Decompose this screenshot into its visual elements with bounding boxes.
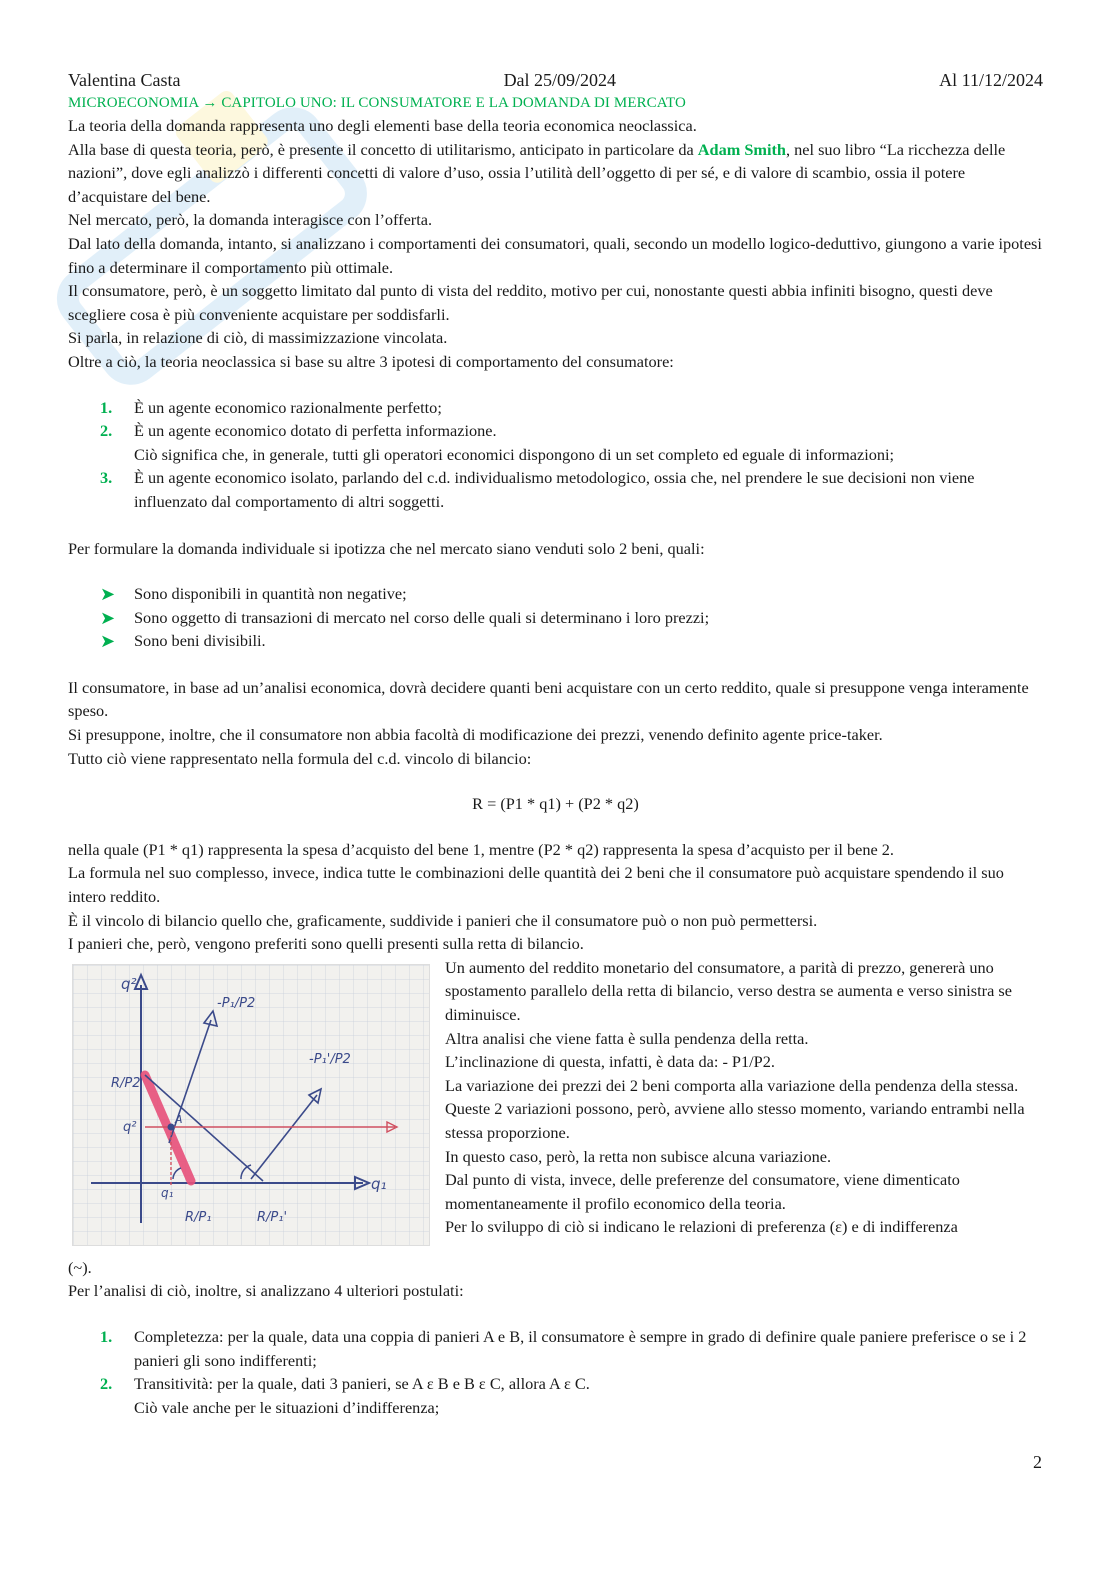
label-r-p1: R/P₁ [185, 1209, 212, 1225]
x-axis-label: q₁ [371, 1174, 387, 1193]
optimal-point [168, 1123, 175, 1130]
budget-paragraph: È il vincolo di bilancio quello che, graficamente, suddivide i panieri che il consumatore può o non può permettersi. [68, 910, 818, 930]
page-header [68, 68, 1043, 92]
budget-paragraph: Tutto ciò viene rappresentato nella formula del c.d. vincolo di bilancio: [68, 748, 532, 768]
date-from: Dal 25/09/2024 [503, 70, 617, 90]
intro-paragraph: Si parla, in relazione di ciò, di massimizzazione vincolata. [68, 328, 448, 348]
label-q1: q₁ [161, 1185, 174, 1200]
intro-paragraph: Nel mercato, però, la domanda interagisce con l’offerta. [68, 210, 433, 230]
postulates-list [68, 1325, 1043, 1419]
chapter-heading [68, 92, 1043, 114]
label-r-p1-prime: R/P₁' [257, 1209, 288, 1225]
budget-paragraph: I panieri che, però, vengono preferiti sono quelli presenti sulla retta di bilancio. [68, 934, 584, 954]
list-item: 2. È un agente economico dotato di perfetta informazione. Ciò significa che, in generale, tutti gli operatori economici dispongono di un set completo ed eguale di informazioni; [100, 421, 895, 464]
list-item: ➤ Sono oggetto di transazioni di mercato nel corso delle quali si determinano i loro prezzi; [68, 606, 1043, 630]
graph-commentary: Un aumento del reddito monetario del consumatore, a parità di prezzo, genererà uno spostamento parallelo della retta di bilancio, verso destra se aumenta e verso sinistra se diminuisce. Altra analisi che viene fatta è sulla pendenza della retta. L’inclinazione di questa, infatti, è data da: - P1/P2. La variazione dei prezzi dei 2 beni comporta alla variazione della pendenza della stessa. Queste 2 variazioni possono, però, avviene allo stesso momento, variando entrambi nella stessa proporzione. In questo caso, però, la retta non subisce alcuna variazione. Dal punto di vista, invece, delle preferenze del consumatore, viene dimenticato momentaneamente il profilo economico della teoria. Per lo sviluppo di ciò si indicano le relazioni di preferenza (ε) e di indifferenza [445, 957, 1025, 1237]
chevron-bullet-icon: ➤ [100, 584, 116, 605]
label-point-a: A [175, 1112, 183, 1126]
list-item: 3. È un agente economico isolato, parlando del c.d. individualismo metodologico, ossia che, nel prendere le sue decisioni non viene influenzato dal comportamento di altri soggetti. [100, 468, 975, 511]
chapter-subject: MICROECONOMIA [68, 95, 199, 111]
list-item: 1. Completezza: per la quale, data una coppia di panieri A e B, il consumatore è sempre in grado di definire quale paniere preferisce o se i 2 panieri gli sono indifferenti; [100, 1327, 1027, 1370]
budget-formula: R = (P1 * q1) + (P2 * q2) [472, 794, 639, 814]
hypotheses-list [68, 396, 1043, 514]
label-slope-1: -P₁/P2 [217, 995, 256, 1011]
chevron-bullet-icon: ➤ [100, 631, 116, 652]
chapter-title: CAPITOLO UNO: IL CONSUMATORE E LA DOMANDA DI MERCATO [221, 95, 686, 111]
budget-paragraph: Si presuppone, inoltre, che il consumatore non abbia facoltà di modificazione dei prezzi, venendo definito agente price-taker. [68, 725, 883, 745]
label-slope-2: -P₁'/P2 [309, 1051, 351, 1067]
postulates-intro: Per l’analisi di ciò, inoltre, si analizzano 4 ulteriori postulati: [68, 1281, 464, 1301]
list-item: ➤ Sono disponibili in quantità non negative; [68, 582, 1043, 606]
intro-paragraph: Dal lato della domanda, intanto, si analizzano i comportamenti dei consumatori, quali, secondo un modello logico-deduttivo, giungono a varie ipotesi fino a determinare il comportamento più ottimale. [68, 233, 1042, 277]
label-q2: q² [123, 1119, 137, 1135]
budget-paragraph: La formula nel suo complesso, invece, indica tutte le combinazioni delle quantità dei 2 beni che il consumatore può acquistare spendendo il suo intero reddito. [68, 863, 1004, 907]
goods-intro: Per formulare la domanda individuale si ipotizza che nel mercato siano venduti solo 2 beni, quali: [68, 538, 705, 558]
intro-paragraph: Oltre a ciò, la teoria neoclassica si base su altre 3 ipotesi di comportamento del consumatore: [68, 351, 674, 371]
highlighted-name: Adam Smith [697, 139, 786, 159]
budget-paragraph: Il consumatore, in base ad un’analisi economica, dovrà decidere quanti beni acquistare con un certo reddito, quale si presuppone venga interamente speso. [68, 677, 1029, 721]
author-name: Valentina Casta [68, 70, 181, 90]
intro-paragraph: Il consumatore, però, è un soggetto limitato dal punto di vista del reddito, motivo per cui, nonostante questi abbia infiniti bisogno, questi deve scegliere cosa è più conveniente acquistare per soddisfarli. [68, 281, 993, 324]
intro-paragraph: La teoria della domanda rappresenta uno degli elementi base della teoria economica neoclassica. [68, 116, 697, 135]
y-axis-label: q² [121, 974, 137, 993]
list-item: 2. Transitività: per la quale, dati 3 panieri, se A ε B e B ε C, allora A ε C. Ciò vale anche per le situazioni d’indifferenza; [100, 1374, 590, 1417]
goods-list [68, 582, 1043, 653]
chevron-bullet-icon: ➤ [100, 607, 116, 628]
date-to: Al 11/12/2024 [939, 70, 1043, 90]
page-number: 2 [1033, 1452, 1042, 1472]
label-r-p2: R/P2 [111, 1075, 141, 1091]
list-item: 1. È un agente economico razionalmente perfetto; [100, 397, 442, 417]
arrow-right-icon: → [202, 95, 218, 111]
indifference-symbol: (~). [68, 1257, 92, 1277]
list-item: ➤ Sono beni divisibili. [68, 629, 1043, 653]
budget-line-graph [72, 964, 430, 1246]
budget-paragraph: nella quale (P1 * q1) rappresenta la spesa d’acquisto del bene 1, mentre (P2 * q2) rappresenta la spesa d’acquisto per il bene 2. [68, 839, 894, 859]
intro-paragraph: Alla base di questa teoria, però, è presente il concetto di utilitarismo, anticipato in particolare da Adam Smith, nel suo libro “La ricchezza delle nazioni”, dove egli analizzò i differenti concetti di valore d’uso, ossia l’utilità dell’oggetto di per sé, e di valore di scambio, ossia il potere d’acquistare del bene. [68, 139, 1006, 206]
